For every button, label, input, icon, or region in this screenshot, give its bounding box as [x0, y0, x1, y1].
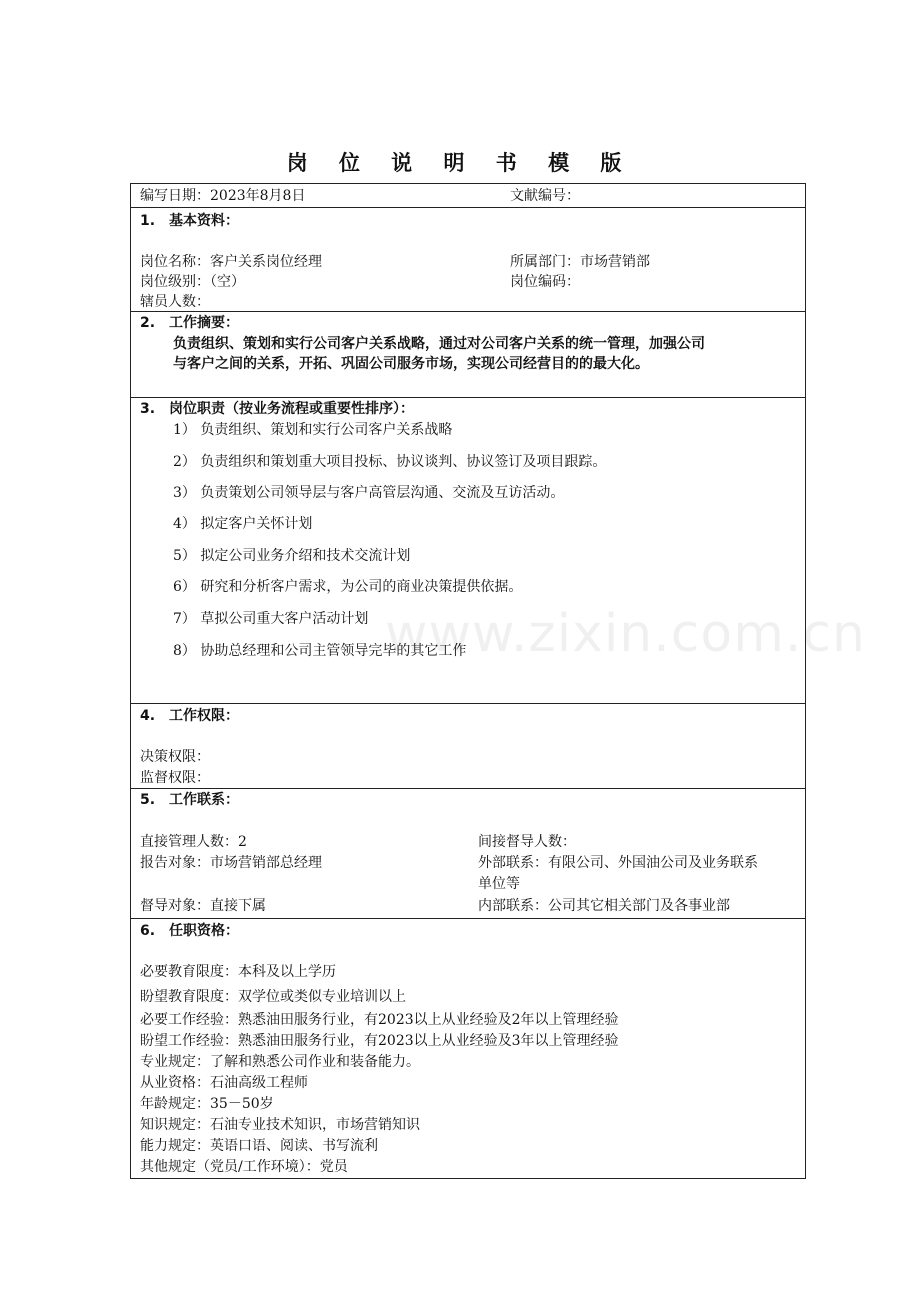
external-contacts-cont: 单位等 — [478, 876, 520, 892]
department: 所属部门：市场营销部 — [510, 254, 650, 270]
duty-item: 7） 草拟公司重大客户活动计划 — [173, 611, 369, 627]
duty-item: 5） 拟定公司业务介绍和技术交流计划 — [173, 548, 411, 564]
position-code: 岗位编码： — [510, 274, 580, 290]
qualification-line: 盼望工作经验：熟悉油田服务行业，有2023以上从业经验及3年以上管理经验 — [140, 1033, 619, 1049]
section-heading: 2. 工作摘要： — [140, 315, 240, 331]
position-level: 岗位级别：（空） — [140, 274, 245, 290]
duty-item: 2） 负责组织和策划重大项目投标、协议谈判、协议签订及项目跟踪。 — [173, 454, 607, 470]
summary-line: 与客户之间的关系，开拓、巩固公司服务市场，实现公司经营目的的最大化。 — [173, 356, 649, 372]
section-relations — [130, 789, 806, 919]
duty-item: 4） 拟定客户关怀计划 — [173, 516, 313, 532]
staff-count: 辖员人数： — [140, 294, 210, 310]
watermark: www.zixin.com.cn — [385, 604, 866, 664]
section-heading: 5. 工作联系： — [140, 792, 240, 808]
section-heading: 4. 工作权限： — [140, 708, 240, 724]
duty-item: 1） 负责组织、策划和实行公司客户关系战略 — [173, 422, 453, 438]
supervise-target: 督导对象：直接下属 — [140, 898, 266, 914]
section-heading: 1. 基本资料： — [140, 213, 240, 229]
duty-item: 6） 研究和分析客户需求，为公司的商业决策提供依据。 — [173, 579, 523, 595]
qualification-line: 盼望教育限度：双学位或类似专业培训以上 — [140, 989, 406, 1005]
qualification-line: 专业规定：了解和熟悉公司作业和装备能力。 — [140, 1054, 420, 1070]
date-label: 编写日期：2023年8月8日 — [140, 188, 306, 204]
report-to: 报告对象：市场营销部总经理 — [140, 855, 322, 871]
direct-reports: 直接管理人数：2 — [140, 834, 247, 850]
duty-item: 3） 负责策划公司领导层与客户高管层沟通、交流及互访活动。 — [173, 485, 565, 501]
duty-item: 8） 协助总经理和公司主管领导完毕的其它工作 — [173, 643, 467, 659]
section-authority — [130, 704, 806, 789]
section-qualification — [130, 919, 806, 1179]
internal-contacts: 内部联系：公司其它相关部门及各事业部 — [478, 898, 730, 914]
qualification-line: 必要工作经验：熟悉油田服务行业，有2023以上从业经验及2年以上管理经验 — [140, 1012, 619, 1028]
section-heading: 6. 任职资格： — [140, 923, 240, 939]
qualification-line: 年龄规定：35－50岁 — [140, 1096, 274, 1112]
qualification-line: 能力规定：英语口语、阅读、书写流利 — [140, 1138, 378, 1154]
document-title: 岗 位 说 明 书 模 版 — [286, 151, 634, 175]
qualification-line: 从业资格：石油高级工程师 — [140, 1075, 308, 1091]
section-basic-info — [130, 208, 806, 312]
supervision-authority: 监督权限： — [140, 770, 210, 786]
indirect-reports: 间接督导人数： — [478, 834, 576, 850]
job-description-table — [130, 183, 806, 1179]
external-contacts: 外部联系：有限公司、外国油公司及业务联系 — [478, 855, 758, 871]
summary-line: 负责组织、策划和实行公司客户关系战略，通过对公司客户关系的统一管理，加强公司 — [173, 336, 705, 352]
qualification-line: 其他规定（党员/工作环境）：党员 — [140, 1159, 348, 1175]
section-summary — [130, 312, 806, 398]
position-name: 岗位名称：客户关系岗位经理 — [140, 254, 322, 270]
qualification-line: 必要教育限度：本科及以上学历 — [140, 964, 336, 980]
decision-authority: 决策权限： — [140, 749, 210, 765]
qualification-line: 知识规定：石油专业技术知识，市场营销知识 — [140, 1117, 420, 1133]
doc-number-label: 文献编号： — [510, 188, 580, 204]
header-row — [130, 183, 806, 208]
section-heading: 3. 岗位职责（按业务流程或重要性排序）： — [140, 401, 415, 417]
